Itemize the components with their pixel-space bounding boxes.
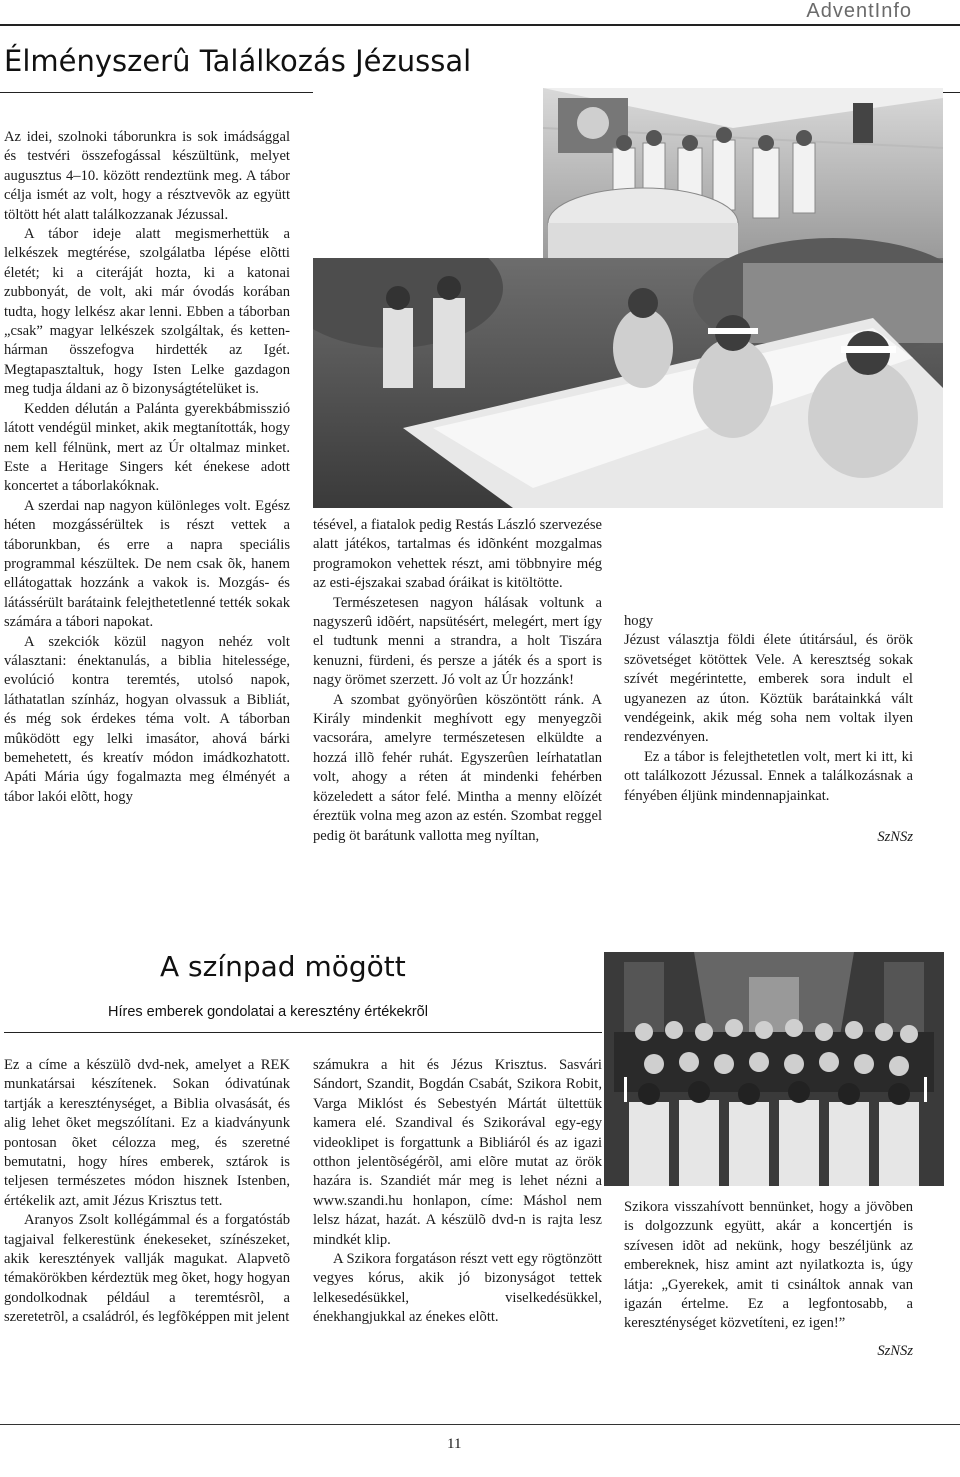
camp-photo bbox=[313, 88, 943, 508]
article1-column-2-bottom bbox=[313, 516, 602, 846]
article2-subtitle: Híres emberek gondolatai a keresztény értékekrõl bbox=[108, 1004, 428, 1020]
paragraph: Az idei, szolnoki táborunkra is sok imádsággal és testvéri összefogással készültünk, melyet augusztus 4–10. között rendeztünk meg. A tábor célja ismét az volt, hogy a résztvevõk az együtt töltött hét alatt találkozzanak Jézussal. bbox=[4, 129, 290, 223]
paragraph: A szekciók közül nagyon nehéz volt választani: énektanulás, a biblia hitelessége, evolúció kontra teremtés, utolsó napok, láthatatlan színház, hogyan olvassuk a Bibliát, és még sok érdekes téma volt. A táborban mûködött egy lelki imasátor, ahová bárki bemehetett, és kreatív módon imádkozhatott. Apáti Mária úgy fogalmazta meg élményét a tábor lakói elõtt, hogy bbox=[4, 633, 290, 805]
article2-column-2 bbox=[313, 1056, 602, 1328]
paragraph: Aranyos Zsolt kollégámmal és a forgatóstáb tagjaival felkerestünk énekeseket, színészeket, akik keresztények vallják magukat. Alapvetõ témakörökben kérdeztük meg õket, hogy hogyan gondolkodnak például a teremtésrõl, a szeretetrõl, a családról, és legfõképpen mit jelent bbox=[4, 1212, 290, 1326]
article1-column-3 bbox=[624, 612, 913, 847]
article2-column-3 bbox=[624, 1198, 913, 1361]
camp-photo-image bbox=[313, 88, 943, 508]
subtitle-rule bbox=[4, 1032, 602, 1033]
paragraph: Ez a címe a készülõ dvd-nek, amelyet a REK munkatársai készítenek. Sokan ódivatúnak tartják a kereszténységet, a Biblia olvasását, és alig lehet õket megszólítani. Ez a kiadványunk pontosan õket célozza meg, és szeretné bemutatni, hogy híres emberek, sztárok is teljesen természetes módon hisznek Istenben, értékelik azt, amit Jézus Krisztus tett. bbox=[4, 1057, 290, 1209]
paragraph: számukra a hit és Jézus Krisztus. Sasvári Sándort, Szandit, Bogdán Csabát, Szikora Robit, Varga Miklóst és Sebestyén Mártát ültettük kamera elé. Szandival és Szikorával egy-egy videoklipet is forgattunk a Bibliáról és az igazi otthon jelentõségérõl, ami elõre mutat az örök hazára is. Szandiét már meg is lehet nézni a www.szandi.hu honlapon, címe: Máshol nem lelsz házat, hazát. A készülõ dvd-n is rajta lesz mindkét klip. bbox=[313, 1057, 602, 1248]
footer-rule bbox=[0, 1424, 960, 1425]
choir-photo bbox=[604, 952, 944, 1186]
header-rule bbox=[0, 24, 960, 26]
paragraph: Kedden délután a Palánta gyerekbábmisszió látott vendégül minket, akik megtanították, hogy nem kell félnünk, mert az Úr oltalmaz minket. Este a Heritage Singers két énekese adott koncertet a táborlakóknak. bbox=[4, 400, 290, 495]
paragraph: Ez a tábor is felejthetetlen volt, mert ki itt, ki ott találkozott Jézussal. Ennek a találkozásnak a fényében éljünk mindennapjainkat. bbox=[624, 748, 913, 804]
brand-logo bbox=[806, 0, 912, 23]
paragraph: A szerdai nap nagyon különleges volt. Egész héten mozgássérültek is részt vettek a táborunkban, és erre a napra speciális programmal készültek. De nem csak õk, hanem ellátogattak hozzánk a vakok is. Mozgás- és látássérült barátaink felejthetetlenné tették sokak számára a tábori napokat. bbox=[4, 497, 290, 631]
article1-column-1 bbox=[4, 128, 290, 807]
choir-photo-image bbox=[604, 952, 944, 1186]
page-number: 11 bbox=[447, 1436, 462, 1452]
paragraph: Szikora visszahívott bennünket, hogy a jövõben is dolgozzunk együtt, akár a koncertjén is szívesen idõt ad nekünk, hogy beszéljünk az embereknek, hisz amint azt nyilatkozta is, úgy látja: „Gyerekek, amit ti csináltok annak van igazán értelme. Ez a legfontosabb, a kereszténységet közvetíteni, ez igen!” bbox=[624, 1199, 913, 1332]
paragraph: hogy bbox=[624, 613, 654, 629]
article-title: Élményszerû Találkozás Jézussal bbox=[4, 44, 472, 78]
paragraph: tésével, a fiatalok pedig Restás László szervezése alatt játékos, tartalmas és idõnként mozgalmas programokon vehettek részt, ami többnyire még az esti-éjszakai szabad óráikat is kitöltötte. bbox=[313, 517, 602, 592]
paragraph: Jézust választja földi élete útitársául, és örök szövetséget kötöttek Vele. A keresztség sokak szívét megérintette, emberek sora indult el ugyanezen az úton. Köztük barátainkká vált vendégeink, akik még soha nem voltak ilyen rendezvényen. bbox=[624, 632, 913, 746]
article2-column-1 bbox=[4, 1056, 290, 1328]
paragraph: Természetesen nagyon hálásak voltunk a nagyszerû idõért, napsütésért, melegért, mert így el tudtunk menni a strandra, a holt Tiszára kenuzni, fürdeni, és persze a játék és a sport is nagy örömet szerzett. Jó volt az Úr hozzánk! bbox=[313, 594, 602, 689]
paragraph: A szombat gyönyörûen köszöntött ránk. A Király mindenkit meghívott egy menyegzõi vacsorára, amelyre természetesen elküldte a hozzá illõ fehér ruhát. Egyszerûen leírhatatlan volt, ahogy a réten át mindenki fehérben közeledett a sátor felé. Mintha a menny elõízét éreztük volna meg azon az estén. Szombat reggel pedig öt barátunk vallotta meg nyíltan, bbox=[313, 691, 602, 844]
signature: SzNSz bbox=[877, 1342, 913, 1359]
article2-title: A színpad mögött bbox=[160, 950, 406, 983]
paragraph: A Szikora forgatáson részt vett egy rögtönzött vegyes kórus, akik jó bizonyságot tettek lelkesedésükkel, viselkedésükkel, énekhangjukkal az énekes elõtt. bbox=[313, 1251, 602, 1326]
paragraph: A tábor ideje alatt megismerhettük a lelkészek megtérése, szolgálatba lépése elõtti életét; ki a citeráját hozta, ki a katonai zubbonyát, de volt, aki már óvodás korában tudta, hogy lelkész akar lenni. Ebben a táborban „csak” magyar lelkészek szolgáltak, és ketten-hárman összefogva hirdették az Igét. Megtapasztaltuk, hogy Isten Lelke gazdagon meg tudja áldani az õ bizonyságtételüket is. bbox=[4, 226, 290, 398]
signature: SzNSz bbox=[877, 829, 913, 846]
brand-suffix: Info bbox=[874, 0, 912, 22]
brand-name: Advent bbox=[806, 0, 875, 22]
